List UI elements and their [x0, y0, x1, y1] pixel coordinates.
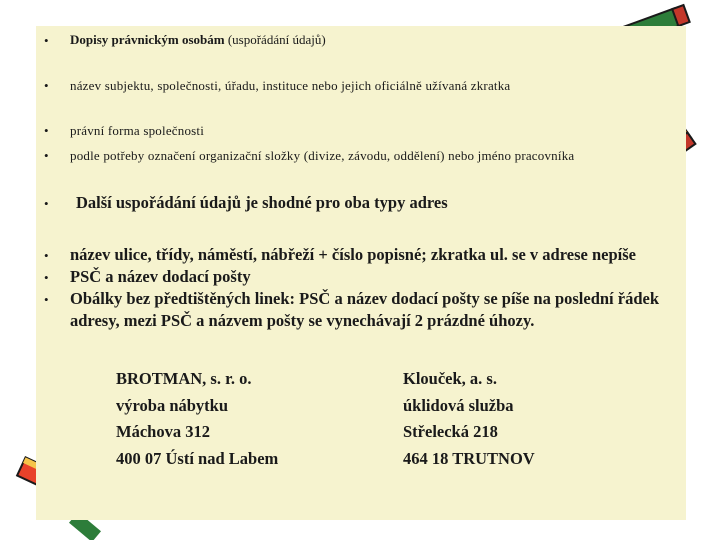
list-item-org-unit: podle potřeby označení organizační složky (divize, závodu, oddělení) nebo jméno pracovníka — [70, 148, 575, 163]
bullet: • — [44, 196, 49, 211]
heading-line — [70, 32, 676, 48]
heading-bold: Dopisy právnickým osobám — [70, 32, 225, 47]
bullet: • — [44, 78, 49, 93]
address-line: Střelecká 218 — [403, 422, 498, 441]
address-line: Klouček, a. s. — [403, 369, 497, 388]
bullet: • — [44, 292, 49, 307]
address-line: Máchova 312 — [116, 422, 210, 441]
bullet: • — [44, 248, 49, 263]
address-right — [403, 366, 535, 472]
list-item-same-order: Další uspořádání údajů je shodné pro oba typy adres — [76, 193, 448, 212]
address-line: výroba nábytku — [116, 395, 229, 415]
list-item-legal-form: právní forma společnosti — [70, 123, 205, 138]
slide-content — [36, 26, 686, 520]
list-item-street: název ulice, třídy, náměstí, nábřeží + číslo popisné; zkratka ul. se v adrese nepíše — [70, 245, 636, 264]
address-line: úklidová služba — [403, 395, 514, 415]
list-item-subject-name: název subjektu, společnosti, úřadu, instituce nebo jejich oficiálně užívaná zkratka — [70, 78, 511, 93]
bullet: • — [44, 33, 49, 48]
address-line: 400 07 Ústí nad Labem — [116, 448, 279, 468]
bullet: • — [44, 123, 49, 138]
address-line: BROTMAN, s. r. o. — [116, 369, 252, 388]
address-left — [116, 366, 278, 472]
heading-rest: (uspořádání údajů) — [224, 32, 326, 47]
bullet: • — [44, 270, 49, 285]
list-item-postcode: PSČ a název dodací pošty — [70, 267, 251, 286]
list-item-envelopes: Obálky bez předtištěných linek: PSČ a název dodací pošty se píše na poslední řádek adresy, mezi PSČ a názvem pošty se vynechávají 2 prázdné úhozy. — [70, 289, 660, 330]
bullet: • — [44, 148, 49, 163]
address-line: 464 18 TRUTNOV — [403, 448, 535, 468]
